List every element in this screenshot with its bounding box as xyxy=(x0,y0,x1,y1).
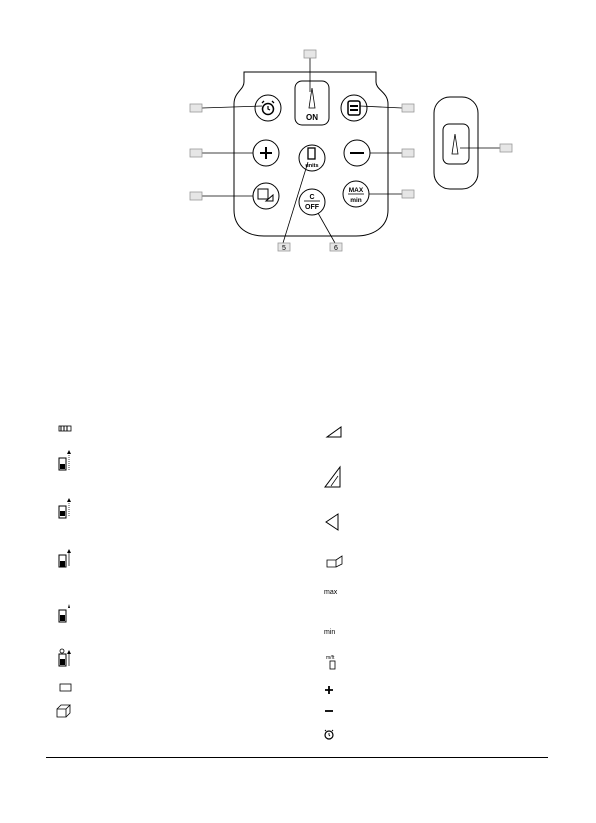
rectangle-area-icon xyxy=(60,684,71,691)
measure-from-pin-icon xyxy=(59,604,70,622)
callout-box xyxy=(402,104,414,112)
units-button-label: units xyxy=(305,163,319,169)
measure-from-top-icon xyxy=(59,450,71,470)
clear-label: C xyxy=(309,194,315,201)
area-volume-button[interactable] xyxy=(253,183,279,209)
clear-off-button[interactable] xyxy=(299,189,325,215)
callout-box xyxy=(304,50,316,58)
plus-icon xyxy=(325,686,333,694)
wall-area-icon xyxy=(327,556,342,567)
device-icon xyxy=(308,148,315,159)
plus-button[interactable] xyxy=(253,140,279,166)
area-triangle-icon xyxy=(258,189,273,201)
callout-5 xyxy=(278,243,290,252)
callout-box xyxy=(190,104,202,112)
legend-max-text: max xyxy=(324,589,338,596)
triangle-small-icon xyxy=(327,427,341,437)
side-panel xyxy=(434,97,478,189)
on-button[interactable] xyxy=(295,81,329,125)
legend-min-text: min xyxy=(324,629,336,636)
callout-lines xyxy=(202,58,500,243)
measure-from-rear-icon xyxy=(59,549,71,567)
side-button[interactable] xyxy=(443,124,469,164)
unit-icon xyxy=(326,655,335,669)
triangle-left-icon xyxy=(326,514,338,530)
callout-box xyxy=(500,144,512,152)
units-button[interactable] xyxy=(299,145,325,171)
timer-button[interactable] xyxy=(255,95,281,121)
max-label: MAX xyxy=(348,187,364,194)
volume-cube-icon xyxy=(57,705,70,717)
callout-6 xyxy=(330,243,342,252)
battery-icon xyxy=(59,426,71,431)
off-label: OFF xyxy=(305,204,319,211)
measure-from-tripod-icon xyxy=(59,498,71,518)
on-button-label: ON xyxy=(306,113,318,122)
memory-button[interactable] xyxy=(341,95,367,121)
callout-6-label: 6 xyxy=(334,245,338,252)
callout-box xyxy=(402,149,414,157)
timer-icon xyxy=(262,101,274,115)
legend-unit-text: m/ft xyxy=(326,655,335,661)
memory-icon xyxy=(348,101,360,115)
minus-button[interactable] xyxy=(344,140,370,166)
measure-from-end-piece-icon xyxy=(59,649,71,666)
min-label: min xyxy=(350,197,362,204)
callout-5-label: 5 xyxy=(282,245,286,252)
laser-icon xyxy=(452,134,458,154)
max-min-button[interactable] xyxy=(343,181,369,207)
footer-rule xyxy=(46,757,548,758)
plus-icon xyxy=(260,147,272,159)
timer-icon xyxy=(325,730,333,739)
callout-box xyxy=(190,192,202,200)
callout-box xyxy=(190,149,202,157)
triangle-large-icon xyxy=(325,467,340,487)
callout-box xyxy=(402,190,414,198)
